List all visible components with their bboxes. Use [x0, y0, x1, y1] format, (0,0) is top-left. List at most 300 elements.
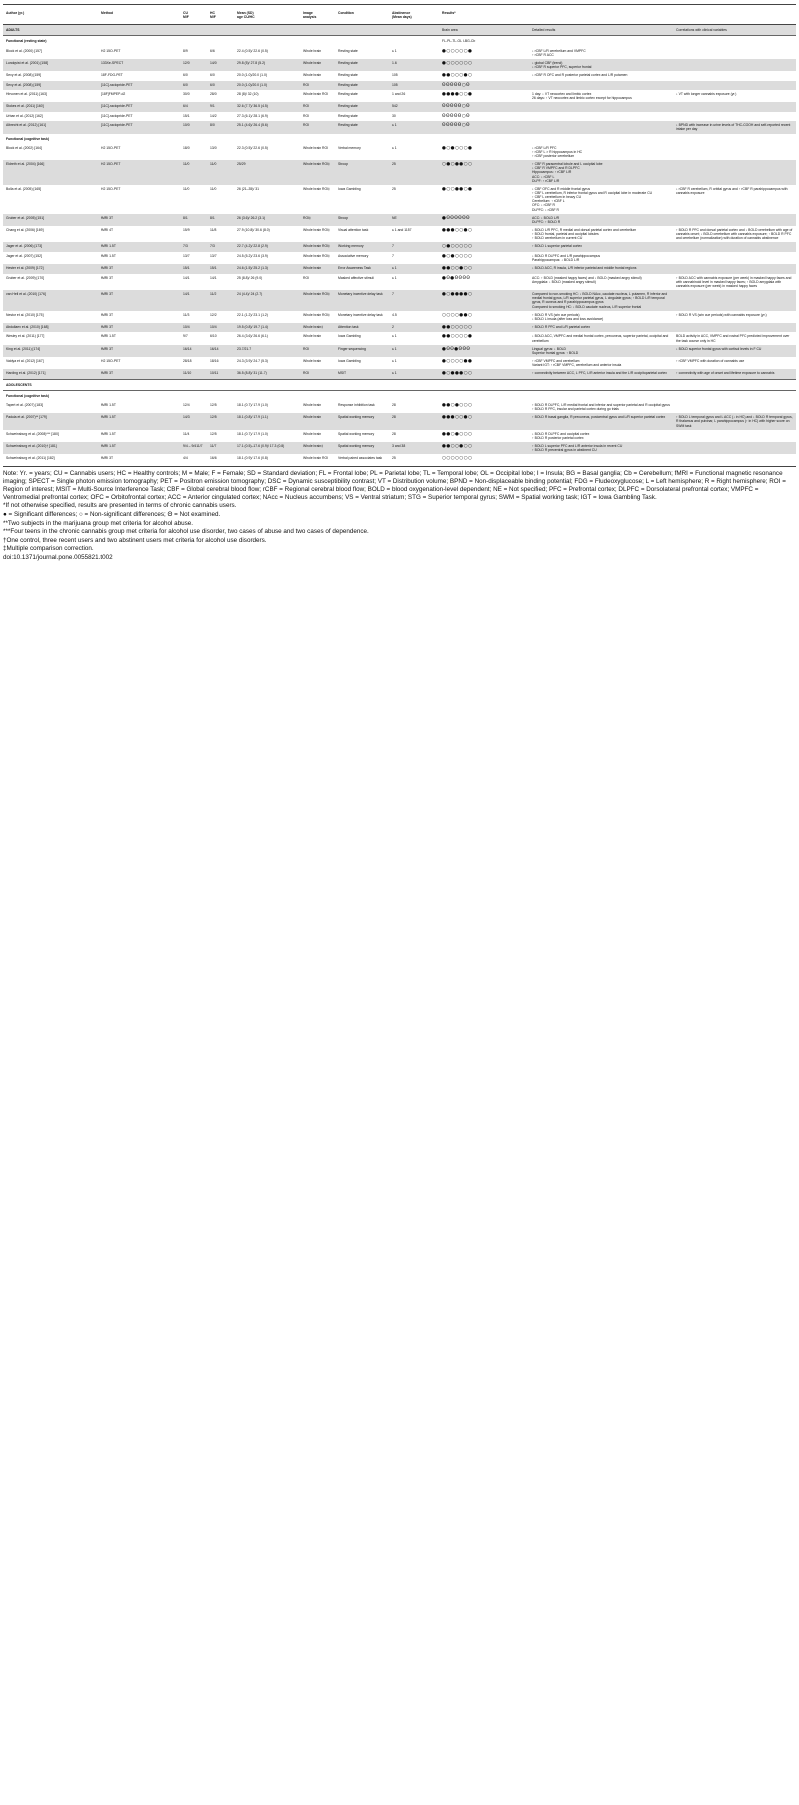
- subsection-resting-label: Functional (resting state): [6, 39, 47, 44]
- cu-cell: 6/4: [180, 102, 207, 111]
- abstinence-cell: 105: [392, 73, 398, 78]
- image-analysis-cell: Whole brain ROI‡: [303, 186, 330, 191]
- age-cell: 20.0 (1.0)/20.0 (1.0): [237, 73, 267, 78]
- table-body: [3, 25, 796, 464]
- table-row: [3, 121, 796, 133]
- results-symbols: ●●○○●○○: [439, 264, 529, 273]
- age-cell: 24.6 (1.5)/ 25.2 (1.3): [234, 264, 300, 273]
- detailed-results-cell: ↓ BOLD L/R PFC, R medial and dorsal parietal cortex and cerebellum ↑ BOLD frontal, parietal and occipital lobules ↑ BOLD cerebellum in current CU: [532, 228, 637, 241]
- results-symbols: ●●○○○●○: [442, 73, 473, 79]
- condition-cell: MSIT: [335, 369, 389, 379]
- hc-cell: 6/0: [210, 73, 215, 78]
- cu-cell: 14/1: [183, 275, 190, 280]
- detailed-results-cell: ↓ rCBF R OFC and R posterior parietal cortex and L/R putamen: [532, 73, 628, 78]
- cu-cell: 30/0: [183, 92, 190, 97]
- abstinence-cell: 542: [389, 102, 439, 111]
- detailed-results-cell: ↑ connectivity between ACC, L PFC, L/R anterior insula and the L/R occipitoparietal cortex: [529, 369, 673, 379]
- condition-cell: Resting state: [338, 48, 358, 53]
- abstinence-cell: ≤ 1: [392, 275, 397, 280]
- age-cell: 18.1 (0.9)/ 17.6 (0.8): [237, 456, 268, 461]
- detailed-results-cell: [529, 454, 673, 463]
- abstinence-cell: 3 and 38: [389, 442, 439, 454]
- table-row: [3, 102, 796, 111]
- age-cell: 19.5 (0.8)/ 19.7 (1.4): [234, 323, 300, 332]
- cu-cell: 8/9: [183, 48, 188, 53]
- author-cell: Nestor et al. (2010) [175]: [6, 312, 44, 317]
- method-cell: fMRI 3T: [98, 290, 180, 311]
- results-symbols: ●●○○○○○: [439, 323, 529, 332]
- cu-cell: 9/7: [183, 334, 188, 339]
- table-row: [3, 226, 796, 242]
- author-cell: Harding et al. (2012) [171]: [3, 369, 98, 379]
- table-row: [3, 401, 796, 413]
- method-cell: [11C]-raclopride-PET: [101, 113, 133, 118]
- header-image-analysis: Image analysis: [300, 5, 335, 25]
- cu-cell: 14/1: [180, 290, 207, 311]
- results-symbols: ●○○●●○●: [442, 186, 473, 192]
- abstinence-cell: 25: [392, 186, 396, 191]
- subsection-cognitive: [3, 134, 796, 144]
- correlations-cell: [673, 81, 796, 90]
- abstinence-cell: ≤ 1 and 1157: [392, 228, 412, 233]
- cu-cell: 11/0: [183, 186, 190, 191]
- condition-cell: Resting state: [335, 102, 389, 111]
- detailed-results-cell: ↑ BOLD R VS (win cue periods) ↓ BOLD L insula (after loss and loss avoidance): [532, 312, 604, 321]
- hc-cell: 9/1: [207, 102, 234, 111]
- age-cell: 28 (8)/ 32 (10): [237, 92, 259, 97]
- method-cell: H2 15O-PET: [101, 145, 121, 150]
- image-analysis-cell: Whole brain: [303, 48, 322, 53]
- correlations-cell: [673, 401, 796, 413]
- table-row: [3, 90, 796, 102]
- method-cell: fMRI 1.5T: [101, 403, 116, 408]
- correlations-cell: ↓ BPND with increase in urine levels of THC-COOH and self-reported recent intake per day: [673, 121, 796, 133]
- header-results: Results*: [439, 5, 796, 25]
- note-alcohol-disorder: ***Four teens in the chronic cannabis group met criteria for alcohol use disorder, two cases of abuse and two cases of dependence.: [3, 528, 369, 536]
- image-analysis-cell: Whole brain ROI: [303, 145, 329, 150]
- method-cell: fMRI 1.5T: [101, 253, 116, 258]
- author-cell: Chang et al. (2006) [169]: [6, 228, 44, 233]
- cu-cell: 28/18: [183, 359, 192, 363]
- author-cell: Tapert et al. (2007) [183]: [6, 403, 43, 408]
- detailed-results-cell: ↓ BOLD ACC, R insula, L/R inferior parietal and middle frontal regions: [529, 264, 673, 273]
- subsection-resting: [3, 36, 796, 47]
- detailed-results-cell: ↑ BOLD R basal ganglia, R precuneus, postcentral gyrus and L/R superior parietal cortex: [529, 413, 673, 429]
- image-analysis-cell: ROI: [303, 113, 310, 118]
- abstinence-cell: ≤ 1: [392, 359, 397, 363]
- age-cell: 25/29: [234, 160, 300, 185]
- condition-cell: Monetary incentive delay task: [335, 290, 389, 311]
- table-row: [3, 185, 796, 214]
- age-cell: 20.0 (1.0)/20.0 (1.0): [234, 81, 300, 90]
- image-analysis-cell: Whole brain ROI‡: [300, 242, 335, 251]
- hc-cell: 12/5: [207, 413, 234, 429]
- condition-cell: Stroop: [335, 214, 389, 226]
- results-symbols: ΘΘΘΘΘ○Θ: [439, 121, 529, 133]
- correlations-cell: [673, 290, 796, 311]
- condition-cell: Working memory: [335, 242, 389, 251]
- condition-cell: Resting state: [338, 73, 358, 78]
- image-analysis-cell: Whole brain: [303, 403, 322, 408]
- correlations-cell: [673, 112, 796, 121]
- table-row: [3, 59, 796, 71]
- table-row: [3, 430, 796, 442]
- correlations-cell: [673, 47, 796, 59]
- results-symbols: ●○●○○○○: [442, 253, 473, 259]
- method-cell: fMRI 1.5T: [98, 442, 180, 454]
- section-adolescents-label: ADOLESCENTS: [3, 379, 796, 390]
- detailed-results-cell: ↓ BOLD ACC, VMPFC and medial frontal cortex, precuneus, superior parietal, occipital and cerebellum: [532, 334, 669, 343]
- detailed-results-cell: ACC: ↓ BOLD L/R DLPFC: ↑ BOLD R: [529, 214, 673, 226]
- note-abbreviations: Note: Yr. = years; CU = Cannabis users; HC = Healthy controls; M = Male; F = Female; SD = Standard deviation; FL = Frontal lobe; PL = Parietal lobe; TL = Temporal lobe; OL = Occipital lobe; I = Insula; BG = Basal ganglia; Cb = Cerebellum; fMRI = Functional magnetic resonance imaging; SPECT = Single photon emission tomography; PET = Positron emission tomography; DSC = Dynamic susceptibility contrast; VT = Distribution volume; BPND = Non-displaceable binding potential; FDG = Fludeoxyglucose; L = Left hemisphere; R = Right hemisphere; ROI = Region of interest; MSIT = Multi-Source Interference Task; CBF = Global cerebral blood flow; rCBF = Regional cerebral blood flow; BOLD = blood oxygenation-level dependent; NE = Not specified; PFC = Prefrontal cortex; DLPFC = Dorsolateral prefrontal cortex; VMPFC = Ventromedial prefrontal cortex; OFC = Orbitofrontal cortex; ACC = Anterior cingulated cortex; NAcc = Nucleus accumbens; VS = Ventral striatum; STG = Superior temporal gyrus; SWM = Spatial working task; IGT = Iowa Gambling Task.: [3, 469, 786, 501]
- image-analysis-cell: ROI: [300, 121, 335, 133]
- results-symbols: ○○○○○○○: [442, 456, 473, 462]
- header-abstinence: Abstinence (Mean days): [389, 5, 439, 25]
- author-cell: van Hell et al. (2010) [176]: [3, 290, 98, 311]
- results-symbols: ●●●●○○●: [442, 92, 473, 98]
- age-cell: 18.1 (0.7)/ 17.9 (1.0): [237, 431, 268, 436]
- condition-cell: Resting state: [335, 121, 389, 133]
- age-cell: 25.1 (4.6)/ 26.4 (5.6): [234, 121, 300, 133]
- correlations-cell: ↑ connectivity with age of onset and lifetime exposure to cannabis: [673, 369, 796, 379]
- abstinence-cell: 7: [392, 253, 394, 258]
- correlations-cell: [673, 252, 796, 264]
- condition-cell: Spatial working memory: [338, 431, 375, 436]
- abstinence-cell: ≤ 1: [389, 264, 439, 273]
- method-cell: H2 15O-PET: [98, 160, 180, 185]
- detailed-results-cell: [529, 121, 673, 133]
- image-analysis-cell: Whole brain: [303, 334, 322, 339]
- hc-cell: 16/14: [207, 345, 234, 357]
- cu-cell: 6/0: [183, 73, 188, 78]
- author-cell: Sevy et al. (2008) [159]: [3, 81, 98, 90]
- image-analysis-cell: ROI: [300, 369, 335, 379]
- detailed-results-cell: ↑ BOLD L superior PFC and L/R anterior insula in recent CU ↑ BOLD R precentral gyrus in abstinent CU: [529, 442, 673, 454]
- image-analysis-cell: Whole brain ROI: [303, 456, 329, 461]
- correlations-cell: [673, 264, 796, 273]
- hc-cell: 12/2: [210, 312, 217, 317]
- table-row: [3, 332, 796, 344]
- detailed-results-cell: [529, 112, 673, 121]
- detailed-results-cell: Lingual gyrus: ↓ BOLD Superior frontal gyrus: ↑ BOLD: [529, 345, 673, 357]
- age-cell: 27.9 (10.8)/ 30.6 (8.0): [237, 228, 270, 233]
- condition-cell: Stroop: [335, 160, 389, 185]
- detailed-results-cell: [529, 102, 673, 111]
- age-cell: 17.1 (0.5)–17.6 (0.9)/ 17.3 (0.8): [234, 442, 300, 454]
- results-symbols: ○○○○●●○: [442, 312, 473, 318]
- abstinence-cell: 28: [392, 431, 396, 436]
- method-cell: fMRI 3T: [101, 275, 114, 280]
- method-cell: H2 15O-PET: [101, 48, 121, 53]
- abstinence-cell: 1.6: [389, 59, 439, 71]
- abstinence-cell: ≤ 1: [392, 145, 397, 150]
- abstinence-cell: 4.5: [392, 312, 397, 317]
- hc-cell: 11/8: [210, 228, 217, 233]
- condition-cell: Iowa Gambling: [338, 334, 361, 339]
- correlations-cell: [673, 454, 796, 463]
- correlations-cell: [673, 442, 796, 454]
- method-cell: [18F]FMPEP-d2: [101, 92, 126, 97]
- table-row: [3, 47, 796, 59]
- condition-cell: Visual attention task: [338, 228, 369, 233]
- subsection-adolescent-cognitive-label: Functional (cognitive task): [6, 393, 49, 398]
- table-row: [3, 290, 796, 311]
- age-cell: 22.3 (0.5)/ 22.6 (0.5): [237, 145, 268, 150]
- abstinence-cell: 28: [392, 403, 396, 408]
- correlations-cell: [673, 102, 796, 111]
- correlations-cell: ↑ rCBF VMPFC with duration of cannabis use: [676, 359, 745, 363]
- table-row: [3, 242, 796, 251]
- subsection-adolescent-cognitive: [3, 390, 796, 401]
- hc-cell: 6/10: [210, 334, 217, 339]
- abstinence-cell: 2: [389, 323, 439, 332]
- correlations-cell: [673, 144, 796, 160]
- image-analysis-cell: Whole brain ROI‡: [303, 253, 330, 258]
- author-cell: Sevy et al. (2008) [159]: [6, 73, 42, 78]
- image-analysis-cell: Whole brain‡: [300, 442, 335, 454]
- results-symbols: ●●○●○○○: [442, 403, 473, 409]
- results-symbols: ΘΘΘΘΘ○Θ: [442, 113, 470, 119]
- author-cell: Abdullaev et al. (2010) [168]: [3, 323, 98, 332]
- results-symbols: ○●○●●○○: [439, 160, 529, 185]
- note-results-scope: *If not otherwise specified, results are presented in terms of chronic cannabis users.: [3, 502, 237, 510]
- image-analysis-cell: Whole brain: [300, 264, 335, 273]
- table-row: [3, 71, 796, 80]
- condition-cell: Iowa Gambling: [338, 186, 361, 191]
- cu-cell: 12/0: [180, 59, 207, 71]
- hc-cell: 16/6: [210, 456, 217, 461]
- table-row: [3, 112, 796, 121]
- hc-cell: 15/1: [207, 264, 234, 273]
- age-cell: 22.7 (4.2)/ 22.8 (2.9): [234, 242, 300, 251]
- age-cell: 18.1 (0.7)/ 17.9 (1.0): [237, 403, 268, 408]
- author-cell: Eldreth et al. (2004) [166]: [3, 160, 98, 185]
- table-row: [3, 413, 796, 429]
- hc-cell: 8/0: [207, 121, 234, 133]
- detailed-results-cell: 1 day: ↓ VT neocortex and limbic cortex 26 days: ↑ VT neocortex and limbic cortex except for hippocampus: [532, 92, 632, 101]
- method-cell: fMRI 3T: [98, 323, 180, 332]
- results-symbols: ●○○○○●●: [442, 359, 473, 364]
- detailed-results-cell: ↓ BOLD R DLPFC and occipital cortex ↑ BOLD R posterior parietal cortex: [532, 431, 590, 440]
- method-cell: fMRI 3T: [98, 345, 180, 357]
- cu-cell: 16/14: [180, 345, 207, 357]
- table-row: [3, 442, 796, 454]
- author-cell: Schweinsburg et al. (2008)*** [180]: [6, 431, 59, 436]
- table-row: [3, 160, 796, 185]
- subhead-correlations: Correlations with clinical variables: [673, 25, 796, 36]
- method-cell: fMRI 1.5T: [101, 334, 116, 339]
- abstinence-cell: ≤ 1: [389, 121, 439, 133]
- age-cell: 26.4 (3.6)/ 26.6 (6.1): [237, 334, 268, 339]
- correlations-cell: [673, 71, 796, 80]
- cu-cell: 18/0: [183, 145, 190, 150]
- condition-cell: Response inhibition task: [338, 403, 375, 408]
- age-cell: 36.5 (8.8)/ 31 (11.7): [234, 369, 300, 379]
- image-analysis-cell: Whole brain: [300, 413, 335, 429]
- results-symbols: ●●○○○○●: [442, 334, 473, 340]
- cu-cell: 15/1: [183, 113, 190, 118]
- abstinence-cell: 30: [392, 113, 396, 118]
- age-cell: 32.6 (7.7)/ 36.5 (4.5): [234, 102, 300, 111]
- method-cell: [11C]-raclopride-PET: [98, 121, 180, 133]
- hc-cell: 14/0: [207, 59, 234, 71]
- author-cell: Wesley et al. (2011) [177]: [6, 334, 45, 339]
- table-row: [3, 214, 796, 226]
- method-cell: 18F-FDG-PET: [101, 73, 123, 78]
- condition-cell: Masked affective stimuli: [338, 275, 374, 280]
- results-symbols: ●●●○○●○: [442, 228, 473, 234]
- condition-cell: Resting state: [338, 92, 358, 97]
- section-adults-label: ADULTS: [3, 25, 439, 36]
- cu-cell: 12/4: [183, 403, 190, 408]
- image-analysis-cell: Whole brain ROI‡: [303, 228, 330, 233]
- cu-cell: 14/3: [180, 413, 207, 429]
- method-cell: fMRI 4T: [101, 228, 114, 233]
- cu-cell: 6/0: [180, 81, 207, 90]
- hc-cell: 18/16: [210, 359, 219, 363]
- author-cell: Vaidya et al. (2012) [167]: [6, 359, 44, 363]
- age-cell: 24.5 (5.2)/ 23.6 (3.9): [237, 253, 268, 258]
- abstinence-cell: ≤ 1: [392, 48, 397, 53]
- hc-cell: 13/0: [210, 145, 217, 150]
- hc-cell: 7/3: [207, 242, 234, 251]
- condition-cell: Resting state: [338, 113, 358, 118]
- region-order-legend: FL-PL-TL-OL I-BG-Cb: [442, 39, 476, 44]
- correlations-cell: ↑ BOLD R VS (win cue periods) with cannabis exposure (yr.): [676, 312, 767, 317]
- image-analysis-cell: ROI: [303, 275, 310, 280]
- table-row: [3, 274, 796, 290]
- abstinence-cell: 7: [389, 242, 439, 251]
- detailed-results-cell: ↓ CBF OFC and R middle frontal gyrus ↑ CBF L cerebellum, R inferior frontal gyrus and R occipital lobe in moderate CU ↑ CBF L cerebellum in heavy CU Cerebellum: ↑ rCBF L OFC: ↓ rCBF R DLPFC: ↓ rCBF R: [532, 186, 653, 212]
- cu-cell: 10/0: [180, 121, 207, 133]
- age-cell: 22.4 (0.5)/ 22.6 (0.5): [237, 48, 268, 53]
- hc-cell: 14/2: [210, 113, 217, 118]
- condition-cell: Iowa Gambling: [338, 359, 361, 363]
- hc-cell: 14/1: [210, 275, 217, 280]
- condition-cell: Monetary incentive delay task: [338, 312, 383, 317]
- image-analysis-cell: ROI‡: [300, 214, 335, 226]
- header-condition: Condition: [335, 5, 389, 25]
- note-doi: doi:10.1371/journal.pone.0055821.t002: [3, 553, 113, 561]
- age-cell: 27.3 (6.1)/ 28.1 (6.9): [237, 113, 268, 118]
- studies-table: [3, 4, 796, 464]
- table-row: [3, 357, 796, 369]
- age-cell: 23.7/21.7: [234, 345, 300, 357]
- results-symbols: ●○●●●○○: [439, 369, 529, 379]
- author-cell: Jager et al. (2007) [152]: [6, 253, 43, 258]
- condition-cell: Verbal memory: [338, 145, 361, 150]
- method-cell: fMRI 3T: [98, 369, 180, 379]
- method-cell: [11C]-raclopride-PET: [98, 102, 180, 111]
- section-adults: [3, 25, 796, 36]
- image-analysis-cell: ROI: [300, 102, 335, 111]
- abstinence-cell: NE: [389, 214, 439, 226]
- abstinence-cell: ≤ 1: [392, 334, 397, 339]
- results-symbols: ΘΘΘΘΘ○Θ: [439, 102, 529, 111]
- correlations-cell: [673, 242, 796, 251]
- table-row: [3, 264, 796, 273]
- results-symbols: ●ΘΘ●ΘΘΘ: [439, 345, 529, 357]
- abstinence-cell: 28: [389, 413, 439, 429]
- abstinence-cell: ≤ 1: [389, 345, 439, 357]
- author-cell: Schweinsburg et al. (2011) [182]: [6, 456, 55, 461]
- condition-cell: Verbal paired associates task: [338, 456, 383, 461]
- table-row: [3, 369, 796, 379]
- image-analysis-cell: Whole brain: [303, 431, 322, 436]
- cu-cell: 11/4: [183, 431, 190, 436]
- hc-cell: 10/11: [207, 369, 234, 379]
- subhead-brain-area: Brain area: [439, 25, 529, 36]
- cu-cell: 7/3: [180, 242, 207, 251]
- detailed-results-cell: ↓ global CBF (trend) ↓ rCBF R superior PFC, superior frontal: [529, 59, 673, 71]
- image-analysis-cell: Whole brain: [303, 73, 322, 78]
- method-cell: fMRI 3T: [101, 456, 114, 461]
- method-cell: fMRI 1.5T: [98, 242, 180, 251]
- results-symbols: ●●○○●○○: [439, 442, 529, 454]
- author-cell: Jager et al. (2006) [173]: [3, 242, 98, 251]
- results-symbols: ●○○○○○●: [442, 48, 473, 54]
- hc-cell: 11/0: [207, 160, 234, 185]
- results-symbols: ●Θ●ΘΘΘΘ: [442, 275, 471, 281]
- detailed-results-cell: ↑ rCBF VMPFC and cerebellum Variant IGT: ↑ rCBF VMPFC, cerebellum and anterior insula: [532, 359, 622, 368]
- hc-cell: 11/0: [210, 186, 217, 191]
- method-cell: fMRI 3T: [101, 312, 114, 317]
- subhead-detailed: Detailed results: [529, 25, 673, 36]
- table-row: [3, 454, 796, 463]
- header-cu: CU M/F: [180, 5, 207, 25]
- image-analysis-cell: ROI: [300, 345, 335, 357]
- age-cell: 24 (4.4)/ 24 (2.7): [234, 290, 300, 311]
- abstinence-cell: ≤ 1: [389, 369, 439, 379]
- results-symbols: ΘΘΘΘΘ○Θ: [439, 81, 529, 90]
- method-cell: 133Xe-SPECT: [98, 59, 180, 71]
- hc-cell: 11/2: [207, 290, 234, 311]
- image-analysis-cell: Whole brain: [303, 359, 322, 363]
- detailed-results-cell: ↑ CBF R paracentral lobule and L occipital lobe ↓ CBF R VMPFC and R DLPFC Hippocampus: ↑ rCBF L/R ACC: ↓ rCBF L DLPF: ↑ rCBF L/R: [529, 160, 673, 185]
- detailed-results-cell: ACC: ↑ BOLD (masked happy faces) and ↓ BOLD (masked angry stimuli) Amygdala: ↓ BOLD (masked angry stimuli): [532, 275, 642, 284]
- detailed-results-cell: ↓ rCBF L/R PFC ↑ rCBF L > R hippocampus in HC ↑ rCBF posterior cerebellum: [532, 145, 583, 159]
- hc-cell: 8/1: [207, 214, 234, 226]
- author-cell: Gruber et al. (2009) [170]: [6, 275, 45, 280]
- table-row: [3, 144, 796, 160]
- author-cell: Hirvonen et al. (2011) [163]: [6, 92, 47, 97]
- author-cell: King et al. (2011) [174]: [3, 345, 98, 357]
- hc-cell: 28/0: [210, 92, 217, 97]
- author-cell: Stokes et al. (2011) [160]: [3, 102, 98, 111]
- image-analysis-cell: Whole brain: [300, 59, 335, 71]
- author-cell: Bolla et al. (2005) [165]: [6, 186, 42, 191]
- correlations-cell: ↑ BOLD L temporal gyrus and L ACC (↓ in HC) and ↓ BOLD R temporal gyrus, R thalamus and pulvinar, L parahippocampus (↑ in HC) with higher score on SWM task: [673, 413, 796, 429]
- method-cell: fMRI 1.5T: [101, 431, 116, 436]
- detailed-results-cell: ↑ BOLD L superior parietal cortex: [529, 242, 673, 251]
- author-cell: Block et al. (2002) [164]: [6, 145, 42, 150]
- header-age: Mean (SD) age CU/HC: [234, 5, 300, 25]
- results-symbols: ●○○○○○○: [439, 59, 529, 71]
- condition-cell: Error Awareness Task: [335, 264, 389, 273]
- age-cell: 25 (8.8)/ 26 (9.0): [237, 275, 263, 280]
- hc-cell: 11/7: [207, 442, 234, 454]
- author-cell: Block et al. (2000) [157]: [6, 48, 42, 53]
- cu-cell: 9/4 – 9/411/7: [180, 442, 207, 454]
- cu-cell: 13/7: [183, 253, 190, 258]
- condition-cell: Finger sequencing: [335, 345, 389, 357]
- method-cell: H2 15O-PET: [101, 359, 121, 363]
- method-cell: fMRI 3T: [98, 264, 180, 273]
- results-symbols: ●ΘΘΘΘΘΘ: [439, 214, 529, 226]
- header-hc: HC M/F: [207, 5, 234, 25]
- table-row: [3, 323, 796, 332]
- correlations-cell: ↑ BOLD R PFC and dorsal parietal cortex and ↓ BOLD cerebellum with age of cannabis onset; ↓ BOLD cerebellum with cannabis exposure; ↑ BOLD R PFC and cerebellum (normalization) with duration of cannabis abstinence: [676, 228, 793, 241]
